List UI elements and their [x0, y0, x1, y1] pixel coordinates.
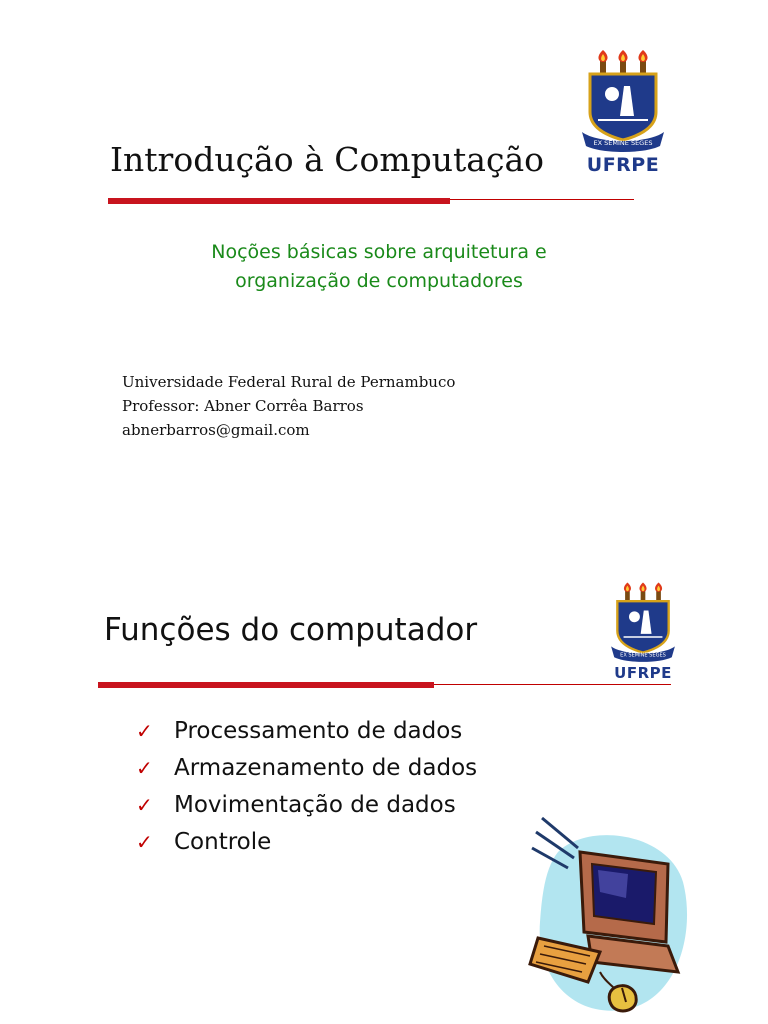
list-item-label: Movimentação de dados: [174, 791, 456, 818]
professor-name: Professor: Abner Corrêa Barros: [122, 397, 364, 415]
checkmark-icon: ✓: [136, 718, 153, 743]
list-item: [136, 823, 477, 860]
slide-subtitle: [120, 238, 638, 296]
email-address: abnerbarros@gmail.com: [122, 421, 310, 439]
logo-motto: EX SEMINE SEGES: [620, 652, 666, 659]
list-item-label: Controle: [174, 828, 272, 855]
list-item: [136, 786, 477, 823]
slide-title: Funções do computador: [104, 612, 478, 648]
ufrpe-crest-icon: [608, 582, 678, 664]
logo-motto: EX SEMINE SEGES: [593, 139, 653, 147]
ufrpe-crest-icon: [578, 50, 668, 154]
title-rule-thick: [98, 682, 434, 688]
ufrpe-logo: [578, 50, 668, 180]
ufrpe-logo: [608, 582, 678, 712]
subtitle-line: Noções básicas sobre arquitetura e: [211, 241, 547, 263]
checkmark-icon: ✓: [136, 755, 153, 780]
author-info: [122, 370, 455, 442]
title-rule-thick: [108, 198, 450, 204]
subtitle-line: organização de computadores: [235, 270, 523, 292]
list-item-label: Armazenamento de dados: [174, 754, 478, 781]
slide-2: [0, 512, 768, 1024]
logo-text: UFRPE: [586, 154, 660, 176]
university-name: Universidade Federal Rural de Pernambuco: [122, 373, 456, 391]
list-item: [136, 749, 477, 786]
list-item-label: Processamento de dados: [174, 717, 463, 744]
list-item: [136, 712, 477, 749]
computer-clipart-icon: [528, 812, 698, 1022]
checkmark-icon: ✓: [136, 829, 153, 854]
checkmark-icon: ✓: [136, 792, 153, 817]
bullet-list: [136, 712, 477, 860]
logo-text: UFRPE: [614, 664, 672, 682]
slide-title: Introdução à Computação: [110, 140, 544, 179]
